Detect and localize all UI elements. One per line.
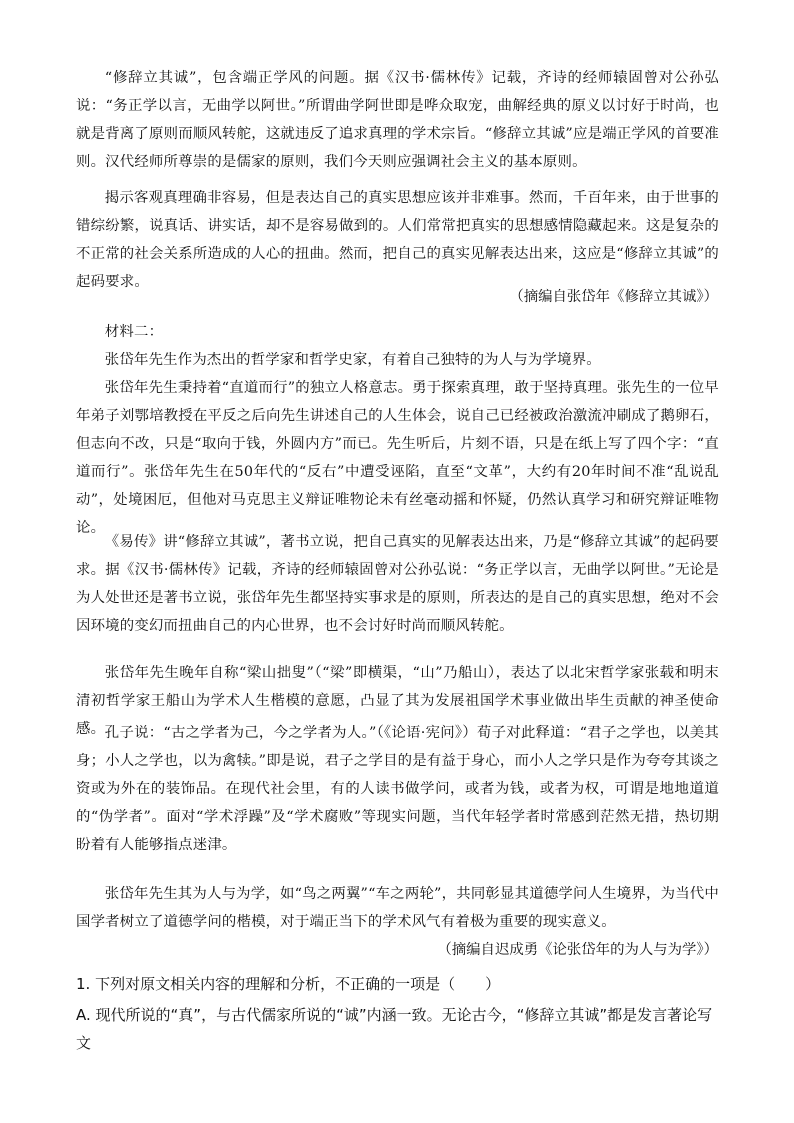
- paragraph-yizhuan: 《易传》讲“修辞立其诚”，著书立说，把自己真实的见解表达出来，乃是“修辞立其诚”的起码要求。据《汉书·儒林传》记载，齐诗的经师辕固曾对公孙弘说：“务正学以言，无曲学以阿世。”无论是为人处世还是著书立说，张岱年先生都坚持实事求是的原则，所表达的是自己的真实思想，绝对不会因环境的变幻而扭曲自己的内心世界，也不会讨好时尚而顺风转舵。: [76, 534, 719, 634]
- paragraph-niao-zhi-liangyi: 张岱年先生其为人与为学，如“鸟之两翼”“车之两轮”，共同彰显其道德学问人生境界，为当代中国学者树立了道德学问的楷模，对于端正当下的学术风气有着极为重要的现实意义。: [76, 886, 719, 930]
- paragraph-liangshan-zhuosou: 张岱年先生晚年自称“梁山拙叟”（“梁”即横渠，“山”乃船山），表达了以北宋哲学家张载和明末清初哲学家王船山为学术人生楷模的意愿，凸显了其为发展祖国学术事业做出毕生贡献的神圣使命感。: [76, 665, 719, 737]
- question-option-a: A. 现代所说的“真”，与古代儒家所说的“诚”内涵一致。无论古今，“修辞立其诚”都是发言著论写文: [76, 1006, 713, 1052]
- section-heading-material-2: 材料二：: [104, 324, 164, 340]
- paragraph-xiuci-zhengxuefeng: “修辞立其诚”，包含端正学风的问题。据《汉书·儒林传》记载，齐诗的经师辕固曾对公孙弘说：“务正学以言，无曲学以阿世。”所谓曲学阿世即是哗众取宠，曲解经典的原义以讨好于时尚，也就是背离了原则而顺风转舵，这就违反了追求真理的学术宗旨。“修辞立其诚”应是端正学风的首要准则。汉代经师所尊崇的是儒家的原则，我们今天则应强调社会主义的基本原则。: [76, 70, 719, 170]
- question-stem: 1. 下列对原文相关内容的理解和分析，不正确的一项是（ ）: [76, 975, 501, 993]
- source-citation-2: （摘编自迟成勇《论张岱年的为人与为学》）: [437, 942, 718, 958]
- source-citation-1: （摘编自张岱年《修辞立其诚》）: [509, 289, 718, 305]
- paragraph-zhidao-erxing: 张岱年先生秉持着“直道而行”的独立人格意志。勇于探索真理，敢于坚持真理。张先生的一位早年弟子刘鄂培教授在平反之后向先生讲述自己的人生体会，说自己已经被政治激流冲刷成了鹅卵石，但志向不改，只是“取向于钱，外圆内方”而已。先生听后，片刻不语，只是在纸上写了四个字：“直道而行”。张岱年先生在50年代的“反右”中遭受诬陷，直至“文革”，大约有20年时间不准“乱说乱动”，处境困厄，但他对马克思主义辩证唯物论未有丝毫动摇和怀疑，仍然认真学习和研究辩证唯物论。: [76, 380, 719, 536]
- paragraph-zhangdainian-intro: 张岱年先生作为杰出的哲学家和哲学史家，有着自己独特的为人与为学境界。: [104, 352, 601, 368]
- paragraph-kongzi: 孔子说：“古之学者为己，今之学者为人。”（《论语·宪问》）荀子对此释道：“君子之学也，以美其身；小人之学也，以为禽犊。”即是说，君子之学目的是有益于身心，而小人之学只是作为夸夸其谈之资或为外在的装饰品。在现代社会里，有的人读书做学问，或者为钱，或者为权，可谓是地地道道的“伪学者”。面对“学术浮躁”及“学术腐败”等现实问题，当代年轻学者时常感到茫然无措，热切期盼着有人能够指点迷津。: [76, 725, 719, 853]
- paragraph-jieshi-zhenli: 揭示客观真理确非容易，但是表达自己的真实思想应该并非难事。然而，千百年来，由于世事的错综纷繁，说真话、讲实话，却不是容易做到的。人们常常把真实的思想感情隐藏起来。这是复杂的不正常的社会关系所造成的人心的扭曲。然而，把自己的真实见解表达出来，这应是“修辞立其诚”的起码要求。: [76, 190, 719, 290]
